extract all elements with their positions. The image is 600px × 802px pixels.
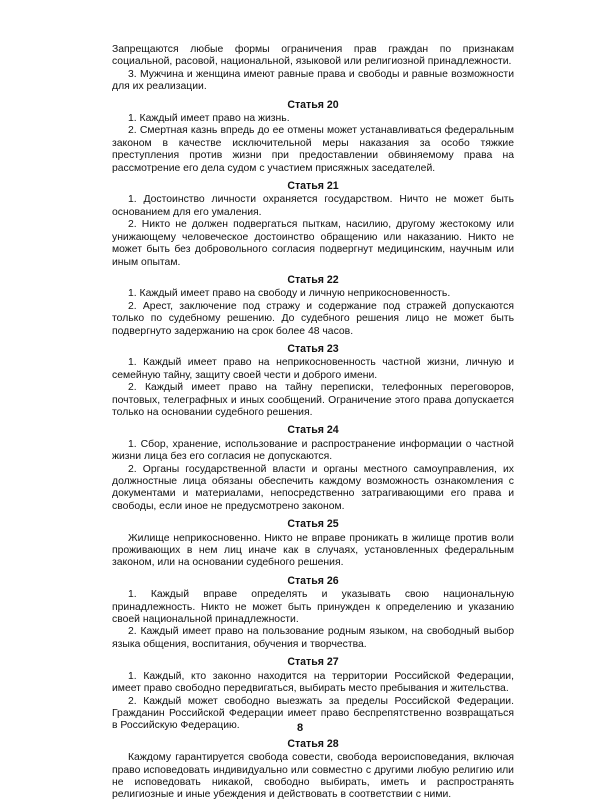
article-paragraph: 1. Сбор, хранение, использование и распространение информации о частной жизни лица без его согласия не допускаются. (112, 438, 514, 463)
article-25 (112, 518, 514, 570)
article-paragraph: 2. Каждый имеет право на тайну переписки, телефонных переговоров, почтовых, телеграфных и иных сообщений. Ограничение этого права допускается только на основании судебного решения. (112, 382, 514, 418)
article-23 (112, 343, 514, 419)
article-paragraph: 1. Каждый, кто законно находится на территории Российской Федерации, имеет право свободно передвигаться, выбирать место пребывания и жительства. (112, 670, 514, 695)
article-paragraph: 1. Каждый вправе определять и указывать свою национальную принадлежность. Никто не может быть принужден к определению и указанию своей национальной принадлежности. (112, 589, 514, 626)
article-26 (112, 575, 514, 651)
article-paragraph: 2. Никто не должен подвергаться пыткам, насилию, другому жестокому или унижающему человеческое достоинство обращению или наказанию. Никто не может быть без добровольного согласия подвергнут медицинским, научным или иным опытам. (112, 219, 514, 268)
article-heading: Статья 28 (287, 737, 339, 750)
page-number: 8 (296, 722, 304, 734)
article-paragraph: 1. Достоинство личности охраняется государством. Ничто не может быть основанием для его умаления. (112, 194, 514, 218)
article-heading: Статья 20 (287, 98, 339, 111)
article-21 (112, 180, 514, 269)
article-28 (112, 738, 514, 802)
article-heading: Статья 23 (287, 342, 339, 355)
article-paragraph: 2. Арест, заключение под стражу и содержание под стражей допускаются только по судебному решению. До судебного решения лицо не может быть подвергнуто задержанию на срок более 48 часов. (112, 300, 514, 337)
article-heading: Статья 22 (287, 273, 339, 286)
article-paragraph: Каждому гарантируется свобода совести, свобода вероисповедания, включая право исповедовать индивидуально или совместно с другими любую религию или не исповедовать никакой, свободно выбирать, иметь и распространять религиозные и иные убеждения и действовать в соответствии с ними. (112, 752, 514, 801)
article-heading: Статья 27 (287, 656, 339, 669)
article-paragraph: 2. Каждый имеет право на пользование родным языком, на свободный выбор языка общения, воспитания, обучения и творчества. (112, 626, 514, 650)
intro-paragraph: Запрещаются любые формы ограничения прав граждан по признакам социальной, расовой, национальной, языковой или религиозной принадлежности. (112, 44, 514, 68)
article-heading: Статья 26 (287, 574, 339, 587)
page-body (112, 44, 514, 802)
article-paragraph: 1. Каждый имеет право на неприкосновенность частной жизни, личную и семейную тайну, защиту своей чести и доброго имени. (112, 357, 514, 381)
article-paragraph: 1. Каждый имеет право на свободу и личную неприкосновенность. (128, 288, 451, 300)
article-heading: Статья 24 (287, 424, 339, 437)
intro-paragraph: 3. Мужчина и женщина имеют равные права и свободы и равные возможности для их реализации. (112, 68, 514, 93)
article-paragraph: 2. Каждый может свободно выезжать за пределы Российской Федерации. Гражданин Российской Федерации имеет право беспрепятственно возвращаться в Российскую Федерацию. (112, 695, 514, 732)
article-heading: Статья 21 (287, 180, 339, 193)
article-paragraph: 2. Смертная казнь впредь до ее отмены может устанавливаться федеральным законом в качестве исключительной меры наказания за особо тяжкие преступления против жизни при предоставлении обвиняемому права на рассмотрение его дела судом с участием присяжных заседателей. (112, 125, 514, 174)
article-24 (112, 424, 514, 513)
article-heading: Статья 25 (287, 518, 339, 531)
article-paragraph: 1. Каждый имеет право на жизнь. (128, 113, 290, 125)
article-paragraph: Жилище неприкосновенно. Никто не вправе проникать в жилище против воли проживающих в нем лиц иначе как в случаях, установленных федеральным законом, или на основании судебного решения. (112, 532, 514, 569)
article-paragraph: 2. Органы государственной власти и органы местного самоуправления, их должностные лица обязаны обеспечить каждому возможность ознакомления с документами и материалами, непосредственно затрагивающими его права и свободы, если иное не предусмотрено законом. (112, 463, 514, 512)
article-20 (112, 99, 514, 175)
article-22 (112, 274, 514, 338)
